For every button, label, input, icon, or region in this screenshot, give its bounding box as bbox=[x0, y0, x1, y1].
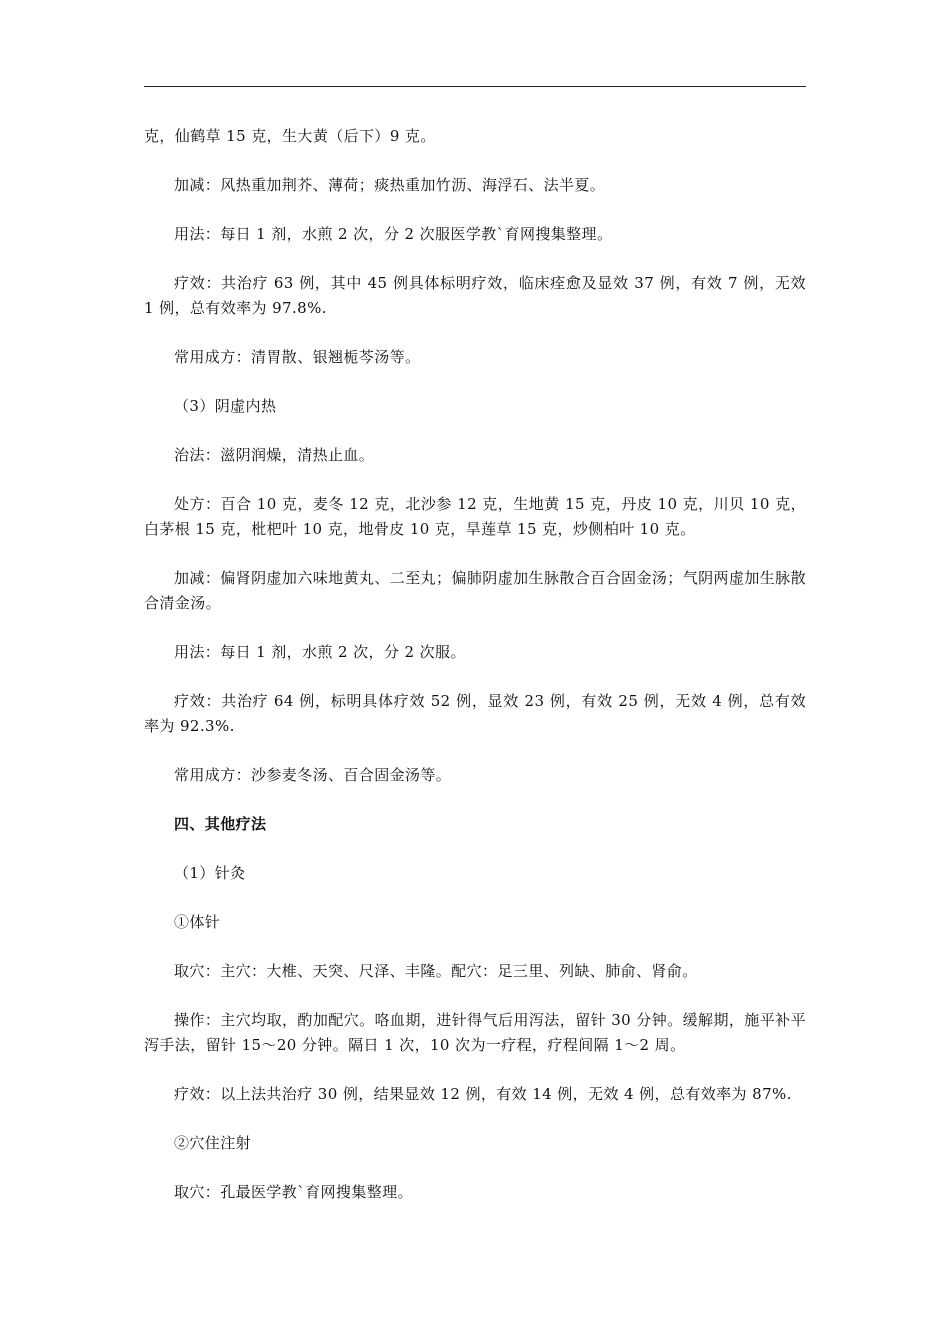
paragraph-common-formulas: 常用成方：清胃散、银翘栀芩汤等。 bbox=[174, 348, 421, 366]
subheading-body-needling: ①体针 bbox=[174, 913, 221, 931]
paragraph-usage: 用法：每日 1 剂，水煎 2 次，分 2 次服医学教`育网搜集整理。 bbox=[174, 225, 613, 243]
subheading-acupuncture: （1）针灸 bbox=[174, 864, 246, 882]
paragraph-efficacy: 疗效：共治疗 63 例，其中 45 例具体标明疗效，临床痊愈及显效 37 例，有效 7 例，无效 1 例，总有效率为 97.8%. bbox=[144, 274, 806, 317]
paragraph-prescription-continued: 克，仙鹤草 15 克，生大黄（后下）9 克。 bbox=[144, 127, 436, 145]
paragraph-common-formulas-2: 常用成方：沙参麦冬汤、百合固金汤等。 bbox=[174, 766, 452, 784]
paragraph-modification-2: 加减：偏肾阴虚加六味地黄丸、二至丸；偏肺阴虚加生脉散合百合固金汤；气阴两虚加生脉散合清金汤。 bbox=[144, 569, 806, 612]
paragraph-efficacy-3: 疗效：以上法共治疗 30 例，结果显效 12 例，有效 14 例，无效 4 例，总有效率为 87%. bbox=[174, 1085, 792, 1103]
paragraph-acupoints: 取穴：主穴：大椎、天突、尺泽、丰隆。配穴：足三里、列缺、肺俞、肾俞。 bbox=[174, 962, 698, 980]
paragraph-operation: 操作：主穴均取，酌加配穴。咯血期，进针得气后用泻法，留针 30 分钟。缓解期，施平补平泻手法，留针 15～20 分钟。隔日 1 次，10 次为一疗程，疗程间隔 1～2 周。 bbox=[144, 1011, 806, 1054]
paragraph-acupoints-2: 取穴：孔最医学教`育网搜集整理。 bbox=[174, 1183, 413, 1201]
header-rule bbox=[144, 86, 806, 87]
paragraph-usage-2: 用法：每日 1 剂，水煎 2 次，分 2 次服。 bbox=[174, 643, 466, 661]
paragraph-prescription: 处方：百合 10 克，麦冬 12 克，北沙参 12 克，生地黄 15 克，丹皮 10 克，川贝 10 克，白茅根 15 克，枇杷叶 10 克，地骨皮 10 克，旱莲草 15 克，炒侧柏叶 10 克。 bbox=[144, 495, 806, 538]
paragraph-efficacy-2: 疗效：共治疗 64 例，标明具体疗效 52 例，显效 23 例，有效 25 例，无效 4 例，总有效率为 92.3%. bbox=[144, 692, 806, 735]
paragraph-modification: 加减：风热重加荆芥、薄荷；痰热重加竹沥、海浮石、法半夏。 bbox=[174, 176, 606, 194]
section-heading-other-therapies: 四、其他疗法 bbox=[174, 815, 267, 833]
document-body bbox=[144, 124, 806, 1229]
subheading-yin-deficiency: （3）阴虚内热 bbox=[174, 397, 277, 415]
subheading-point-injection: ②穴住注射 bbox=[174, 1134, 252, 1152]
paragraph-treatment-method: 治法：滋阴润燥，清热止血。 bbox=[174, 446, 375, 464]
